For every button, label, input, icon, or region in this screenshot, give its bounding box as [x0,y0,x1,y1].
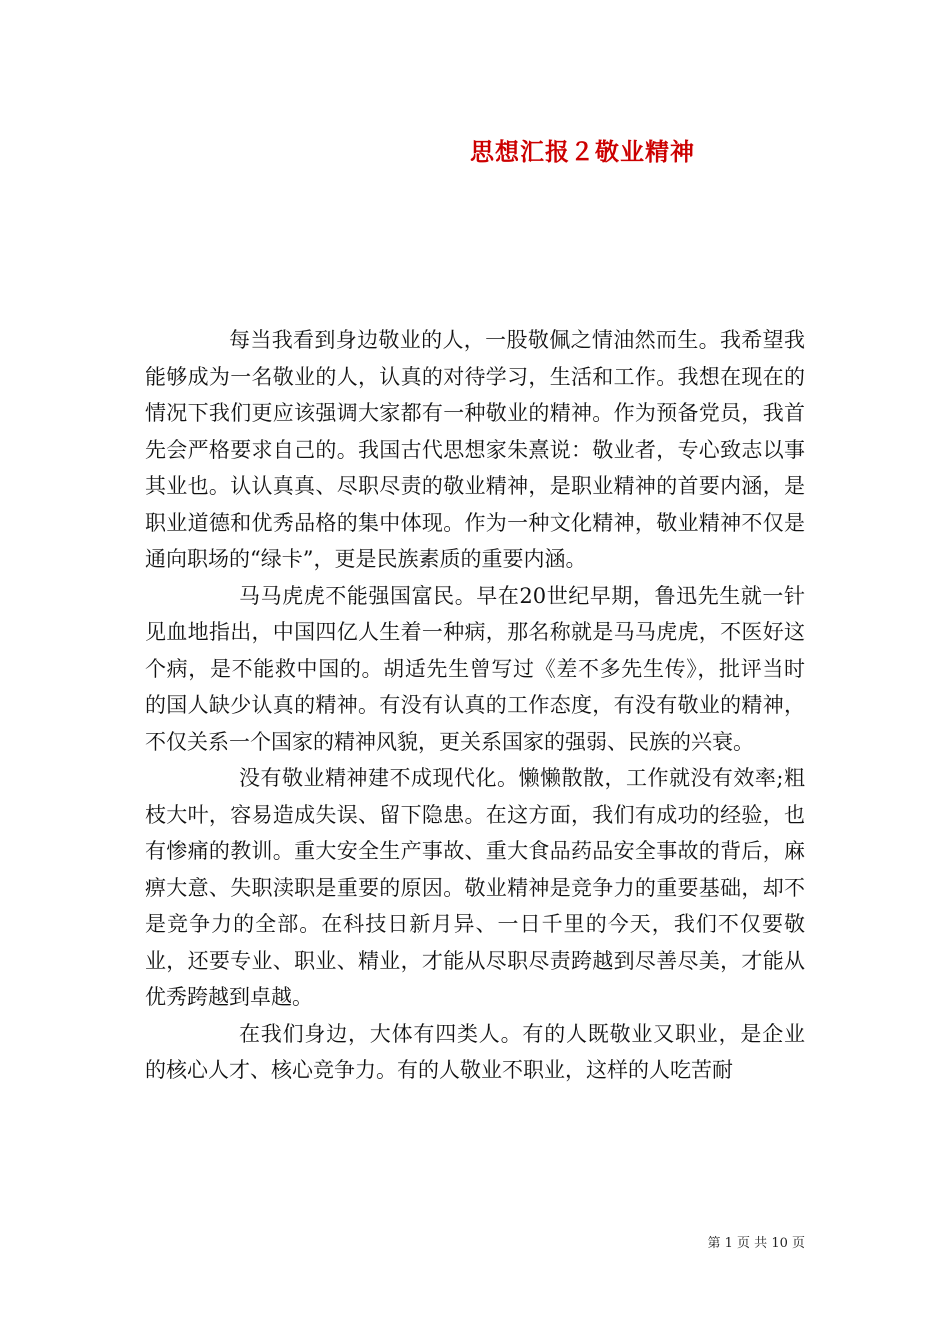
document-body [145,322,805,1089]
paragraph-2: 马马虎虎不能强国富民。早在20世纪早期，鲁迅先生就一针见血地指出，中国四亿人生着一种病，那名称就是马马虎虎，不医好这个病，是不能救中国的。胡适先生曾写过《差不多先生传》，批评当时的国人缺少认真的精神。有没有认真的工作态度，有没有敬业的精神，不仅关系一个国家的精神风貌，更关系国家的强弱、民族的兴衰。 [145,583,805,754]
document-title: 思想汇报２敬业精神 [470,137,695,166]
page-number-footer: 第 1 页 共 10 页 [707,1236,805,1251]
paragraph-3: 没有敬业精神建不成现代化。懒懒散散，工作就没有效率;粗枝大叶，容易造成失误、留下隐患。在这方面，我们有成功的经验，也有惨痛的教训。重大安全生产事故、重大食品药品安全事故的背后，麻痹大意、失职渎职是重要的原因。敬业精神是竞争力的重要基础，却不是竞争力的全部。在科技日新月异、一日千里的今天，我们不仅要敬业，还要专业、职业、精业，才能从尽职尽责跨越到尽善尽美，才能从优秀跨越到卓越。 [145,766,805,1009]
paragraph-4: 在我们身边，大体有四类人。有的人既敬业又职业，是企业的核心人才、核心竞争力。有的人敬业不职业，这样的人吃苦耐 [145,1021,805,1082]
paragraph-1: 每当我看到身边敬业的人，一股敬佩之情油然而生。我希望我能够成为一名敬业的人，认真的对待学习，生活和工作。我想在现在的情况下我们更应该强调大家都有一种敬业的精神。作为预备党员，我首先会严格要求自己的。我国古代思想家朱熹说：敬业者，专心致志以事其业也。认认真真、尽职尽责的敬业精神，是职业精神的首要内涵，是职业道德和优秀品格的集中体现。作为一种文化精神，敬业精神不仅是通向职场的“绿卡”，更是民族素质的重要内涵。 [145,328,805,571]
